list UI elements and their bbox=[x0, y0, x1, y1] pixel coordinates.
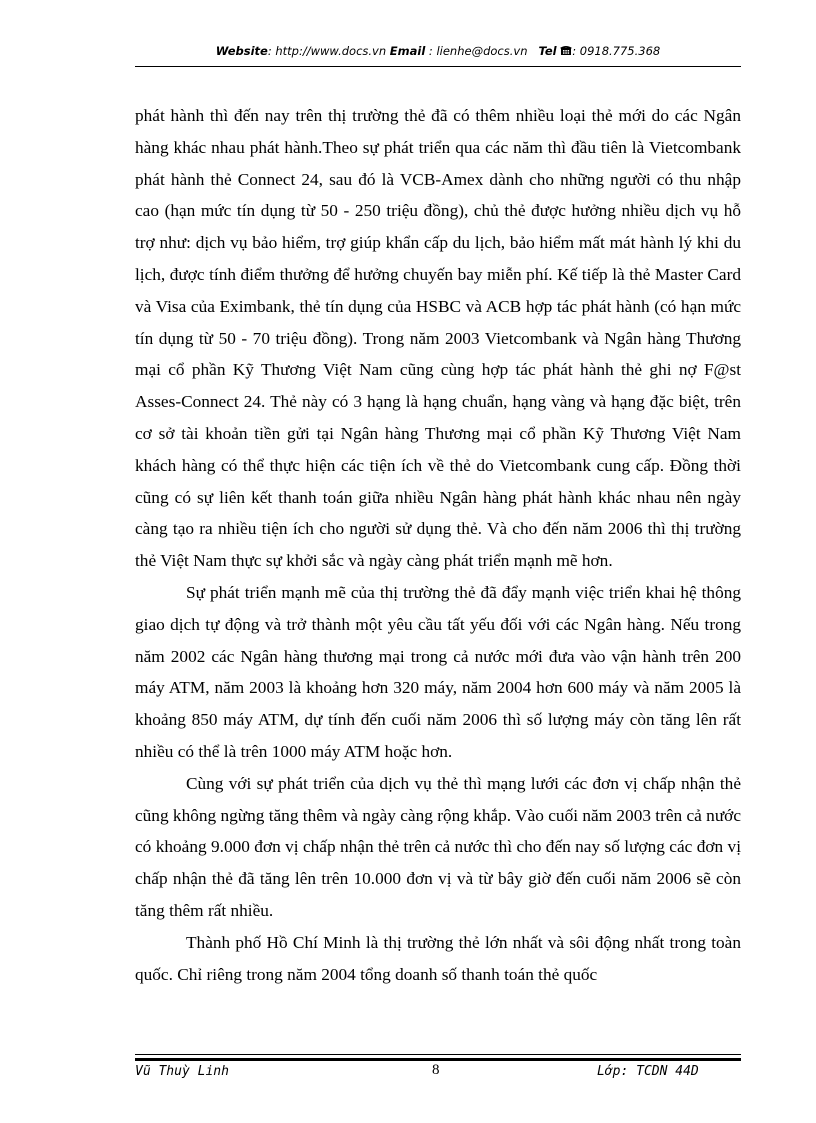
website-value: : http://www.docs.vn bbox=[267, 44, 387, 58]
page-header bbox=[135, 44, 741, 58]
page-number: 8 bbox=[432, 1062, 440, 1078]
paragraph-1: phát hành thì đến nay trên thị trường thẻ đã có thêm nhiều loại thẻ mới do các Ngân hàng khác nhau phát hành.Theo sự phát triển qua các năm thì đầu tiên là Vietcombank phát hành thẻ Connect 24, sau đó là VCB-Amex dành cho những người có thu nhập cao (hạn mức tín dụng từ 50 - 250 triệu đồng), chủ thẻ được hưởng nhiều dịch vụ hỗ trợ như: dịch vụ bảo hiểm, trợ giúp khẩn cấp du lịch, bảo hiểm mất mát hành lý khi du lịch, được tính điểm thưởng để hưởng chuyến bay miễn phí. Kế tiếp là thẻ Master Card và Visa của Eximbank, thẻ tín dụng của HSBC và ACB hợp tác phát hành (có hạn mức tín dụng từ 50 - 70 triệu đồng). Trong năm 2003 Vietcombank và Ngân hàng Thương mại cổ phần Kỹ Thương Việt Nam cũng cùng hợp tác phát hành thẻ ghi nợ F@st Asses-Connect 24. Thẻ này có 3 hạng là hạng chuẩn, hạng vàng và hạng đặc biệt, trên cơ sở tài khoản tiền gửi tại Ngân hàng Thương mại cổ phần Kỹ Thương Việt Nam khách hàng có thể thực hiện các tiện ích về thẻ do Vietcombank cung cấp. Đồng thời cũng có sự liên kết thanh toán giữa nhiều Ngân hàng phát hành khác nhau nên ngày càng tạo ra nhiều tiện ích cho người sử dụng thẻ. Và cho đến năm 2006 thì thị trường thẻ Việt Nam thực sự khởi sắc và ngày càng phát triển mạnh mẽ hơn. bbox=[135, 106, 741, 571]
footer-divider-thin bbox=[135, 1054, 741, 1055]
body-text bbox=[135, 100, 741, 990]
email-label: Email bbox=[389, 44, 426, 58]
tel-value: : 0918.775.368 bbox=[572, 44, 661, 58]
tel-label: Tel bbox=[538, 44, 557, 58]
paragraph-4: Thành phố Hồ Chí Minh là thị trường thẻ lớn nhất và sôi động nhất trong toàn quốc. Chỉ riêng trong năm 2004 tổng doanh số thanh toán thẻ quốc bbox=[135, 932, 741, 984]
footer-divider-thick bbox=[135, 1058, 741, 1061]
phone-icon bbox=[560, 45, 572, 56]
paragraph-2: Sự phát triển mạnh mẽ của thị trường thẻ đã đẩy mạnh việc triển khai hệ thông giao dịch tự động và trở thành một yêu cầu tất yếu đối với các Ngân hàng. Nếu trong năm 2002 các Ngân hàng thương mại trong cả nước mới đưa vào vận hành trên 200 máy ATM, năm 2003 là khoảng hơn 320 máy, năm 2004 hơn 600 máy và năm 2005 là khoảng 850 máy ATM, dự tính đến cuối năm 2006 thì số lượng máy còn tăng lên rất nhiều có thể là trên 1000 máy ATM hoặc hơn. bbox=[135, 582, 741, 761]
footer-author: Vũ Thuỳ Linh bbox=[135, 1064, 229, 1079]
footer-class: Lớp: TCDN 44D bbox=[597, 1064, 699, 1079]
email-value: : lienhe@docs.vn bbox=[425, 44, 528, 58]
header-divider bbox=[135, 66, 741, 67]
paragraph-3: Cùng với sự phát triển của dịch vụ thẻ thì mạng lưới các đơn vị chấp nhận thẻ cũng không ngừng tăng thêm và ngày càng rộng khắp. Vào cuối năm 2003 trên cả nước có khoảng 9.000 đơn vị chấp nhận thẻ trên cả nước thì cho đến nay số lượng các đơn vị chấp nhận thẻ đã tăng lên trên 10.000 đơn vị và từ bây giờ đến cuối năm 2006 sẽ còn tăng thêm rất nhiều. bbox=[135, 773, 741, 920]
website-label: Website bbox=[215, 44, 268, 58]
